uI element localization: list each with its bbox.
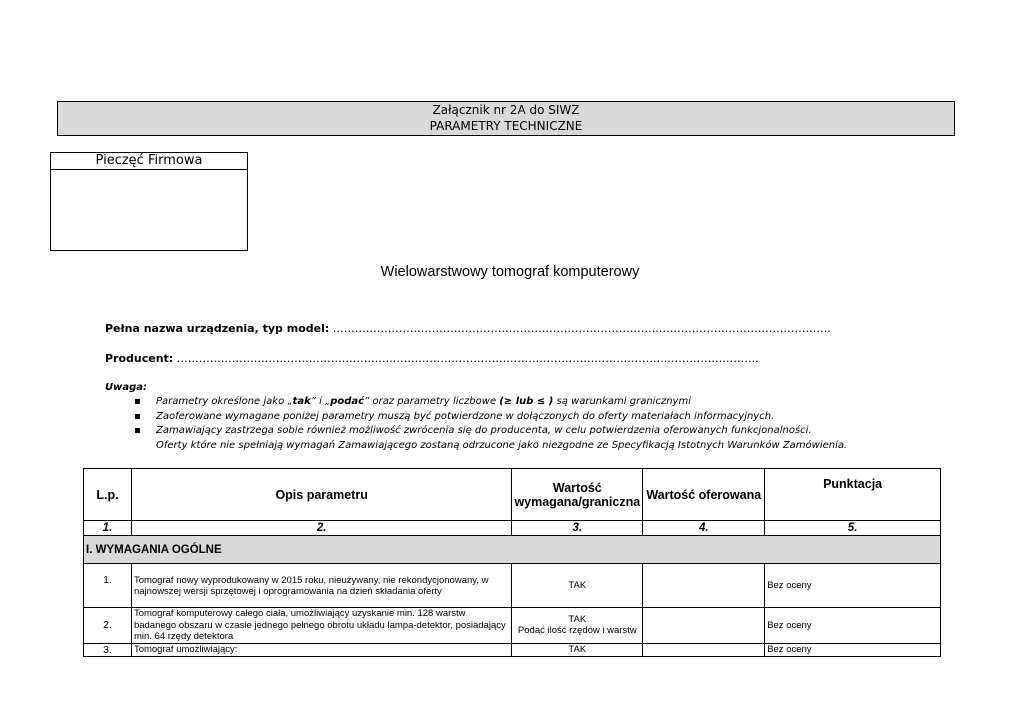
- row-required-value: TAK Podać ilość rzędów i warstw: [512, 608, 643, 644]
- attachment-number: Załącznik nr 2A do SIWZ: [432, 103, 580, 117]
- column-number: 3.: [512, 521, 643, 536]
- column-number: 1.: [84, 521, 132, 536]
- note-item: ▪ Zaoferowane wymagane poniżej parametry muszą być potwierdzone w dołączonych do oferty materiałach informacyjnych.: [156, 410, 847, 425]
- device-name-label: Pełna nazwa urządzenia, typ model:: [105, 322, 330, 335]
- company-stamp-label: Pieczęć Firmowa: [51, 153, 247, 170]
- notes-list: [105, 395, 847, 453]
- notes-label: Uwaga:: [105, 382, 148, 393]
- producer-label: Producent:: [105, 352, 174, 365]
- header-required-value: Wartość wymagana/graniczna: [512, 469, 643, 521]
- row-score: Bez oceny: [765, 564, 941, 608]
- table-header-row: [84, 469, 941, 521]
- column-number: 4.: [643, 521, 765, 536]
- header-description: Opis parametru: [131, 469, 511, 521]
- header-offered-value: Wartość oferowana: [643, 469, 765, 521]
- note-item: ▪ Zamawiający zastrzega sobie również możliwość zwrócenia się do producenta, w celu potwierdzenia oferowanych funkcjonalności.: [156, 424, 847, 439]
- row-score: Bez oceny: [765, 643, 941, 656]
- section-row: [84, 536, 941, 564]
- column-number-row: [84, 521, 941, 536]
- row-description: Tomograf nowy wyprodukowany w 2015 roku, nieużywany, nie rekondycjonowany, w najnowszej wersji sprzętowej i oprogramowania na dzień składania oferty: [131, 564, 511, 608]
- row-offered-value: [643, 564, 765, 608]
- notes-section: [105, 382, 847, 453]
- attachment-title: PARAMETRY TECHNICZNE: [429, 119, 583, 133]
- row-lp: 1.: [84, 564, 132, 608]
- table-row: [84, 643, 941, 656]
- parameters-table: [83, 468, 941, 657]
- column-number: 2.: [131, 521, 511, 536]
- table-row: [84, 608, 941, 644]
- table-row: [84, 564, 941, 608]
- row-score: Bez oceny: [765, 608, 941, 644]
- producer-line: [105, 352, 759, 365]
- section-title: I. WYMAGANIA OGÓLNE: [84, 536, 941, 564]
- row-lp: 2.: [84, 608, 132, 644]
- note-item: Oferty które nie spełniają wymagań Zamawiającego zostaną odrzucone jako niezgodne ze Specyfikacją Istotnych Warunków Zamówienia.: [156, 439, 848, 451]
- row-lp: 3.: [84, 643, 132, 656]
- document-title: Wielowarstwowy tomograf komputerowy: [380, 264, 640, 280]
- row-description: Tomograf umożliwiający:: [131, 643, 511, 656]
- row-offered-value: [643, 643, 765, 656]
- company-stamp-box: [50, 152, 248, 251]
- attachment-header: [57, 101, 955, 136]
- device-name-dots: ……………………………………………………………………………..………………………………………..: [332, 322, 831, 335]
- row-description: Tomograf komputerowy całego ciała, umożliwiający uzyskanie min. 128 warstw badanego obszaru w czasie jednego pełnego obrotu układu lampa-detektor, posiadający min. 64 rzędy detektora: [131, 608, 511, 644]
- row-required-value: TAK: [512, 564, 643, 608]
- column-number: 5.: [765, 521, 941, 536]
- note-item: ▪ Parametry określone jako „tak” i „podać” oraz parametry liczbowe (≥ lub ≤ ) są warunkami granicznymi: [156, 395, 847, 410]
- header-lp: L.p.: [84, 469, 132, 521]
- device-name-line: [105, 322, 831, 335]
- producer-dots: ……………………………………………….…..………………………………………………………………..…………………….: [176, 352, 759, 365]
- header-score: Punktacja: [765, 469, 941, 521]
- row-offered-value: [643, 608, 765, 644]
- row-required-value: TAK: [512, 643, 643, 656]
